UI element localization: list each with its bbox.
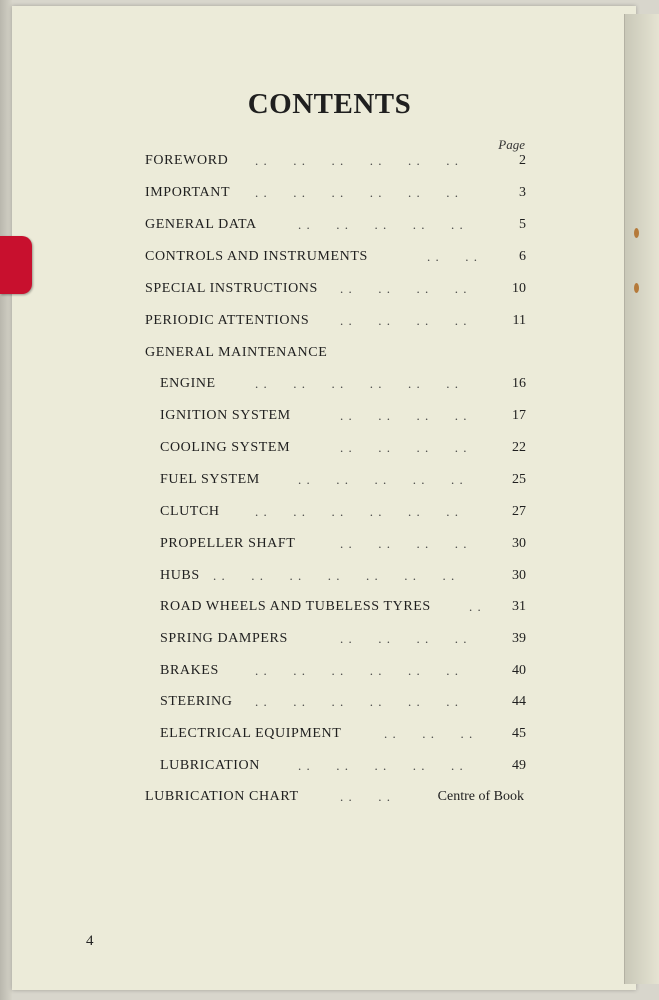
page-column-header: Page bbox=[498, 137, 525, 152]
toc-entry-label: PROPELLER SHAFT bbox=[160, 536, 296, 551]
leader-dots: . . . . . . . . . . bbox=[298, 758, 464, 773]
toc-entry-page: 22 bbox=[512, 440, 526, 455]
leader-dots: . . . . . . . . . . bbox=[298, 217, 464, 232]
toc-entry[interactable] bbox=[0, 217, 659, 239]
toc-entry-page: 30 bbox=[512, 568, 526, 583]
toc-entry-page: 27 bbox=[512, 504, 526, 519]
toc-entry-label: SPECIAL INSTRUCTIONS bbox=[145, 281, 318, 296]
toc-entry-page: 11 bbox=[512, 313, 526, 328]
leader-dots: . . . . . . . . bbox=[340, 440, 468, 455]
toc-entry-page: 17 bbox=[512, 408, 526, 423]
toc-entry-page: 45 bbox=[512, 726, 526, 741]
toc-entry-label: ELECTRICAL EQUIPMENT bbox=[160, 726, 342, 741]
toc-entry-label: FUEL SYSTEM bbox=[160, 472, 260, 487]
toc-entry-label: GENERAL DATA bbox=[145, 217, 257, 232]
page-number: 4 bbox=[86, 933, 94, 949]
leader-dots: . . . . bbox=[427, 249, 478, 264]
toc-entry-page: 31 bbox=[512, 599, 526, 614]
toc-entry-label: HUBS bbox=[160, 568, 200, 583]
toc-entry-page: 30 bbox=[512, 536, 526, 551]
toc-entry-page: 5 bbox=[519, 217, 526, 232]
toc-entry[interactable] bbox=[0, 153, 659, 175]
toc-entry-page: 6 bbox=[519, 249, 526, 264]
toc-entry-label: FOREWORD bbox=[145, 153, 229, 168]
leader-dots: . . . . bbox=[340, 789, 391, 804]
toc-entry-page: 40 bbox=[512, 663, 526, 678]
toc-entry-label: GENERAL MAINTENANCE bbox=[145, 345, 328, 360]
toc-entry[interactable] bbox=[0, 313, 659, 335]
toc-entry[interactable] bbox=[0, 376, 659, 398]
leader-dots: . . . . . . . . . . . . bbox=[255, 504, 459, 519]
toc-entry-label: CONTROLS AND INSTRUMENTS bbox=[145, 249, 368, 264]
toc-entry-label: ROAD WHEELS AND TUBELESS TYRES bbox=[160, 599, 431, 614]
toc-entry[interactable] bbox=[0, 408, 659, 430]
toc-entry[interactable] bbox=[0, 758, 659, 780]
leader-dots: . . . . . . . . . . . . bbox=[255, 694, 459, 709]
toc-entry-page: 49 bbox=[512, 758, 526, 773]
toc-entry-page: 10 bbox=[512, 281, 526, 296]
toc-entry[interactable] bbox=[0, 663, 659, 685]
toc-entry-page: Centre of Book bbox=[437, 789, 524, 804]
toc-entry[interactable] bbox=[0, 789, 659, 811]
leader-dots: . . . . . . . . . . . . bbox=[255, 376, 459, 391]
toc-entry[interactable] bbox=[0, 599, 659, 621]
leader-dots: . . . . . . . . . . . . bbox=[255, 663, 459, 678]
toc-entry[interactable] bbox=[0, 726, 659, 748]
toc-entry-page: 16 bbox=[512, 376, 526, 391]
toc-entry-label: COOLING SYSTEM bbox=[160, 440, 291, 455]
toc-entry[interactable] bbox=[0, 281, 659, 303]
toc-entry-page: 2 bbox=[519, 153, 526, 168]
page-title: CONTENTS bbox=[247, 88, 412, 120]
toc-entry[interactable] bbox=[0, 440, 659, 462]
toc-entry-label: BRAKES bbox=[160, 663, 219, 678]
toc-entry-page: 25 bbox=[512, 472, 526, 487]
leader-dots: . . . . . . . . bbox=[340, 631, 468, 646]
toc-entry[interactable] bbox=[0, 504, 659, 526]
leader-dots: . . . . . . . . bbox=[340, 408, 468, 423]
toc-entry[interactable] bbox=[0, 185, 659, 207]
toc-entry[interactable] bbox=[0, 536, 659, 558]
leader-dots: . . . . . . bbox=[384, 726, 474, 741]
leader-dots: . . . . . . . . bbox=[340, 281, 468, 296]
toc-entry[interactable] bbox=[0, 631, 659, 653]
toc-section-heading[interactable] bbox=[0, 345, 659, 367]
toc-entry[interactable] bbox=[0, 568, 659, 590]
leader-dots: . . . . . . . . . . bbox=[298, 472, 464, 487]
book-spine-edge bbox=[0, 0, 12, 1000]
toc-entry-label: IMPORTANT bbox=[145, 185, 231, 200]
toc-entry-label: STEERING bbox=[160, 694, 233, 709]
toc-entry-label: SPRING DAMPERS bbox=[160, 631, 288, 646]
leader-dots: . . . . . . . . bbox=[340, 313, 468, 328]
toc-entry-page: 3 bbox=[519, 185, 526, 200]
toc-entry-label: LUBRICATION bbox=[160, 758, 260, 773]
toc-entry-label: IGNITION SYSTEM bbox=[160, 408, 291, 423]
toc-entry[interactable] bbox=[0, 249, 659, 271]
toc-entry-label: LUBRICATION CHART bbox=[145, 789, 299, 804]
toc-entry[interactable] bbox=[0, 472, 659, 494]
toc-entry-label: CLUTCH bbox=[160, 504, 220, 519]
toc-entry-page: 39 bbox=[512, 631, 526, 646]
leader-dots: . . bbox=[469, 599, 482, 614]
leader-dots: . . . . . . . . bbox=[340, 536, 468, 551]
toc-entry-label: PERIODIC ATTENTIONS bbox=[145, 313, 310, 328]
toc-entry-label: ENGINE bbox=[160, 376, 216, 391]
leader-dots: . . . . . . . . . . . . bbox=[255, 153, 459, 168]
toc-entry-page: 44 bbox=[512, 694, 526, 709]
toc-entry[interactable] bbox=[0, 694, 659, 716]
leader-dots: . . . . . . . . . . . . bbox=[255, 185, 459, 200]
leader-dots: . . . . . . . . . . . . . . bbox=[213, 568, 456, 583]
